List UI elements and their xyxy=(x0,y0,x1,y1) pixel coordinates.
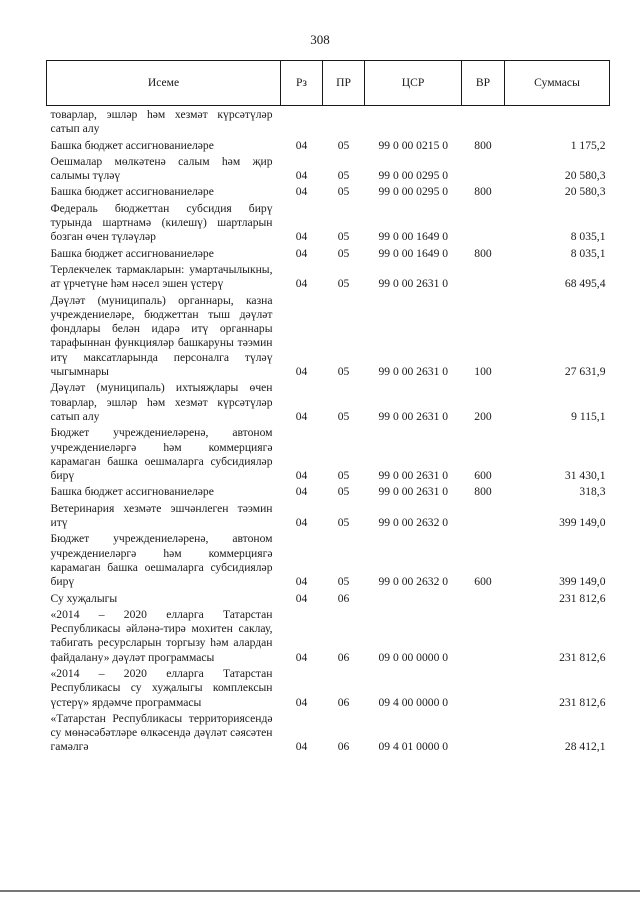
row-sum: 318,3 xyxy=(579,485,606,499)
table-row xyxy=(47,137,610,153)
row-name: Ветеринария хезмәте эшчәнлеген тәэмин итү xyxy=(50,501,273,530)
row-rz: 04 xyxy=(295,230,308,244)
row-name: Башка бюджет ассигнованиеләре xyxy=(50,246,214,260)
row-name: Су хуҗалыгы xyxy=(50,591,118,605)
row-rz: 04 xyxy=(295,575,308,589)
row-vr: 800 xyxy=(474,246,492,260)
table-row xyxy=(47,590,610,606)
row-pr: 06 xyxy=(337,695,350,709)
row-sum: 20 580,3 xyxy=(564,185,606,199)
table-row xyxy=(47,106,610,137)
table-row xyxy=(47,483,610,499)
header-csr: ЦСР xyxy=(365,61,462,106)
row-name: Башка бюджет ассигнованиеләре xyxy=(50,485,214,499)
row-vr xyxy=(462,261,505,292)
row-sum: 231 812,6 xyxy=(559,695,606,709)
table-row xyxy=(47,245,610,261)
row-pr: 05 xyxy=(337,169,350,183)
table-row xyxy=(47,665,610,710)
row-csr: 99 0 00 0295 0 xyxy=(378,185,449,199)
table-row xyxy=(47,606,610,665)
table-row xyxy=(47,379,610,424)
row-rz: 04 xyxy=(295,469,308,483)
row-pr: 05 xyxy=(337,185,350,199)
row-rz: 04 xyxy=(295,246,308,260)
scan-bottom-edge xyxy=(0,890,640,892)
row-sum xyxy=(505,106,610,137)
row-name: Башка бюджет ассигнованиеләре xyxy=(50,185,214,199)
row-csr: 99 0 00 2631 0 xyxy=(378,409,449,423)
table-body xyxy=(47,106,610,755)
row-csr: 99 0 00 2631 0 xyxy=(378,485,449,499)
row-rz: 04 xyxy=(295,650,308,664)
header-sum: Суммасы xyxy=(505,61,610,106)
row-pr: 05 xyxy=(337,277,350,291)
row-vr: 600 xyxy=(474,575,492,589)
row-pr: 06 xyxy=(337,650,350,664)
header-rz: Рз xyxy=(281,61,323,106)
row-vr xyxy=(462,153,505,184)
row-vr: 800 xyxy=(474,485,492,499)
row-pr: 05 xyxy=(337,230,350,244)
row-csr: 09 4 00 0000 0 xyxy=(378,695,449,709)
row-csr: 99 0 00 2632 0 xyxy=(378,575,449,589)
row-rz: 04 xyxy=(295,485,308,499)
row-csr: 99 0 00 2631 0 xyxy=(378,365,449,379)
row-csr xyxy=(365,106,462,137)
table-row xyxy=(47,200,610,245)
row-name: «2014 – 2020 елларга Татарстан Республикасы су хуҗалыгы комплексын үстерү» ярдәмче программасы xyxy=(50,666,273,709)
row-csr: 99 0 00 2631 0 xyxy=(378,469,449,483)
row-vr xyxy=(462,606,505,665)
row-vr xyxy=(462,710,505,755)
row-rz: 04 xyxy=(295,365,308,379)
row-rz: 04 xyxy=(295,740,308,754)
row-rz: 04 xyxy=(295,591,308,605)
table-row xyxy=(47,183,610,199)
row-rz: 04 xyxy=(295,516,308,530)
row-vr: 600 xyxy=(474,469,492,483)
row-sum: 68 495,4 xyxy=(564,277,606,291)
row-pr: 05 xyxy=(337,485,350,499)
row-vr xyxy=(462,200,505,245)
table-row xyxy=(47,292,610,380)
row-name: Дәүләт (муниципаль) органнары, казна учреждениеләре, бюджеттан тыш дәүләт фондлары белән идарә итү органнары тарафыннан функцияләр башкаруны тәэмин итү максатларында персоналга түләү чыгымнары xyxy=(50,293,273,379)
row-pr xyxy=(323,106,365,137)
row-name: «Татарстан Республикасы территориясендә су мөнәсәбәтләре өлкәсендә дәүләт сәясәтен гамәлгә xyxy=(50,711,273,754)
row-csr: 99 0 00 2631 0 xyxy=(378,277,449,291)
table-row xyxy=(47,261,610,292)
table-row xyxy=(47,153,610,184)
row-rz xyxy=(281,106,323,137)
row-sum: 20 580,3 xyxy=(564,169,606,183)
row-csr: 99 0 00 2632 0 xyxy=(378,516,449,530)
page-number: 308 xyxy=(310,32,330,47)
row-rz: 04 xyxy=(295,169,308,183)
row-csr: 99 0 00 0215 0 xyxy=(378,138,449,152)
row-name: Бюджет учреждениеләренә, автоном учреждениеләргә һәм коммерциягә карамаган башка оешмаларга субсидияләр бирү xyxy=(50,426,273,483)
table-row xyxy=(47,424,610,483)
row-pr: 06 xyxy=(337,740,350,754)
row-name: Башка бюджет ассигнованиеләре xyxy=(50,138,214,152)
header-pr: ПР xyxy=(323,61,365,106)
table-row xyxy=(47,500,610,531)
row-rz: 04 xyxy=(295,695,308,709)
row-vr: 800 xyxy=(474,138,492,152)
row-sum: 31 430,1 xyxy=(564,469,606,483)
header-vr: ВР xyxy=(462,61,505,106)
row-rz: 04 xyxy=(295,409,308,423)
row-sum: 27 631,9 xyxy=(564,365,606,379)
row-pr: 05 xyxy=(337,246,350,260)
row-name: Бюджет учреждениеләренә, автоном учреждениеләргә һәм коммерциягә карамаган башка оешмаларга субсидияләр бирү xyxy=(50,532,273,589)
row-name: Оешмалар мөлкәтенә салым һәм җир салымы түләү xyxy=(50,154,273,183)
row-sum: 399 149,0 xyxy=(559,516,606,530)
row-pr: 05 xyxy=(337,409,350,423)
row-pr: 05 xyxy=(337,365,350,379)
row-rz: 04 xyxy=(295,138,308,152)
row-pr: 05 xyxy=(337,138,350,152)
row-csr: 99 0 00 0295 0 xyxy=(378,169,449,183)
row-sum: 231 812,6 xyxy=(559,650,606,664)
row-vr xyxy=(462,500,505,531)
row-name: Терлекчелек тармакларын: умартачылыкны, ат үрчетүне һәм нәсел эшен үстерү xyxy=(50,262,273,291)
row-csr xyxy=(365,590,462,606)
row-sum: 8 035,1 xyxy=(570,230,606,244)
row-name: «2014 – 2020 елларга Татарстан Республикасы әйләнә-тирә мохитен саклау, табигать ресурсларын торгызу һәм алардан файдалану» дәүләт программасы xyxy=(50,607,273,664)
row-pr: 05 xyxy=(337,575,350,589)
row-sum: 399 149,0 xyxy=(559,575,606,589)
row-vr: 200 xyxy=(474,409,492,423)
row-vr: 800 xyxy=(474,185,492,199)
table-row xyxy=(47,710,610,755)
row-sum: 231 812,6 xyxy=(559,591,606,605)
row-sum: 28 412,1 xyxy=(564,740,606,754)
row-vr xyxy=(462,106,505,137)
table-header xyxy=(47,61,610,106)
budget-table-container xyxy=(46,60,609,755)
row-pr: 05 xyxy=(337,469,350,483)
row-name: Дәүләт (муниципаль) ихтыяҗлары өчен товарлар, эшләр һәм хезмәт күрсәтүләр сатып алу xyxy=(50,381,273,423)
row-rz: 04 xyxy=(295,277,308,291)
row-csr: 09 4 01 0000 0 xyxy=(378,740,449,754)
row-rz: 04 xyxy=(295,185,308,199)
header-name: Исеме xyxy=(47,61,281,106)
row-csr: 09 0 00 0000 0 xyxy=(378,650,449,664)
row-sum: 1 175,2 xyxy=(570,138,606,152)
table-row xyxy=(47,530,610,589)
row-name: Федераль бюджеттан субсидия бирү турында шартнамә (килешү) шартларын бозган өчен түләүләр xyxy=(50,201,273,244)
row-name: товарлар, эшләр һәм хезмәт күрсәтүләр сатып алу xyxy=(50,108,273,136)
row-vr xyxy=(462,590,505,606)
row-csr: 99 0 00 1649 0 xyxy=(378,246,449,260)
row-sum: 8 035,1 xyxy=(570,246,606,260)
row-sum: 9 115,1 xyxy=(571,409,606,423)
row-csr: 99 0 00 1649 0 xyxy=(378,230,449,244)
row-vr xyxy=(462,665,505,710)
row-pr: 05 xyxy=(337,516,350,530)
row-vr: 100 xyxy=(474,365,492,379)
row-pr: 06 xyxy=(337,591,350,605)
budget-table xyxy=(46,60,610,755)
